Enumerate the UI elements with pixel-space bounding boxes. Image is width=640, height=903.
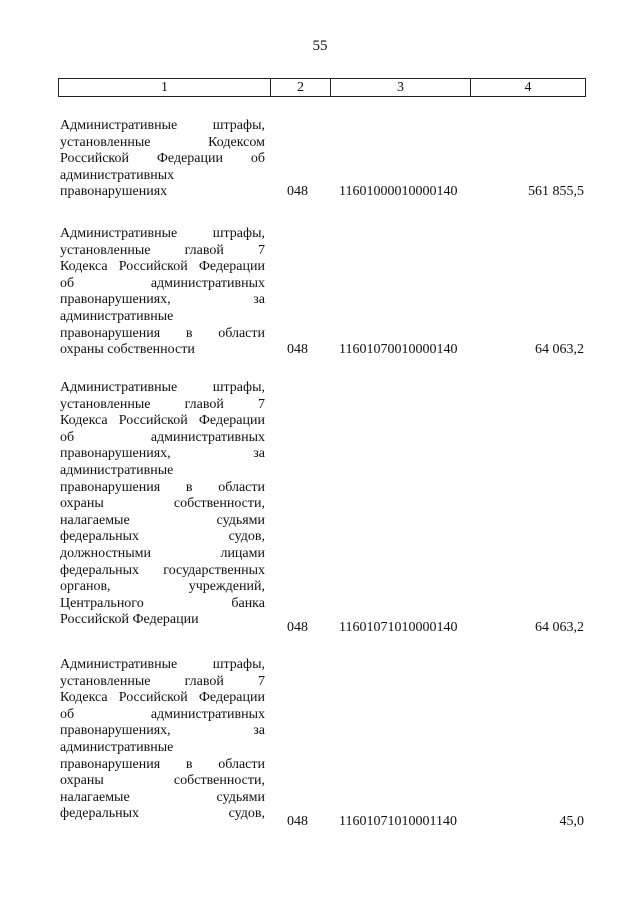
description-line: административные <box>60 462 174 478</box>
description-line: Кодекса Российской Федерации <box>60 259 265 275</box>
row-sum: 45,0 <box>559 814 584 829</box>
description-line: установленные главой 7 <box>60 673 265 689</box>
description-line: установленные Кодексом <box>60 134 265 150</box>
description-line: налагаемые судьями <box>60 512 265 528</box>
row-code: 048 <box>287 342 308 358</box>
description-line: Административные штрафы, <box>60 380 265 395</box>
description-line: федеральных судов, <box>60 529 265 545</box>
description-line: Административные штрафы, <box>60 118 265 133</box>
description-line: Кодекса Российской Федерации <box>60 413 265 429</box>
column-header-3: 3 <box>331 79 471 97</box>
description-line: правонарушениях <box>60 184 168 200</box>
description-line: об административных <box>60 429 265 445</box>
page-number: 55 <box>312 38 328 54</box>
description-line: Административные штрафы, <box>60 657 265 672</box>
description-line: об административных <box>60 275 265 291</box>
description-line: Административные штрафы, <box>60 226 265 241</box>
description-line: охраны собственности, <box>60 496 265 512</box>
description-line: должностными лицами <box>60 545 265 561</box>
row-sum: 64 063,2 <box>535 342 584 358</box>
description-line: федеральных судов, <box>60 806 265 822</box>
description-line: федеральных государственных <box>60 562 265 578</box>
column-header-row <box>59 79 586 97</box>
row-sum: 561 855,5 <box>528 184 584 200</box>
description-line: правонарушения в области <box>60 479 265 495</box>
description-line: Российской Федерации <box>60 612 199 628</box>
description-line: административных <box>60 167 175 183</box>
row-code: 048 <box>287 814 308 829</box>
description-line: Кодекса Российской Федерации <box>60 690 265 706</box>
description-line: Центрального банка <box>60 595 265 611</box>
row-kbk: 11601000010000140 <box>339 184 458 200</box>
row-kbk: 11601071010001140 <box>339 814 457 829</box>
description-line: охраны собственности <box>60 342 195 358</box>
description-line: охраны собственности, <box>60 773 265 789</box>
description-line: установленные главой 7 <box>60 242 265 258</box>
column-header-1: 1 <box>59 79 271 97</box>
row-description <box>60 380 265 629</box>
column-header-table <box>58 78 586 97</box>
row-description <box>60 226 265 359</box>
row-kbk: 11601070010000140 <box>339 342 458 358</box>
description-line: Российской Федерации об <box>60 151 265 167</box>
description-line: правонарушения в области <box>60 325 265 341</box>
description-line: административные <box>60 308 174 324</box>
row-description <box>60 657 265 823</box>
description-line: правонарушения в области <box>60 756 265 772</box>
description-line: органов, учреждений, <box>60 579 265 595</box>
row-kbk: 11601071010000140 <box>339 620 458 635</box>
description-line: об административных <box>60 706 265 722</box>
row-sum: 64 063,2 <box>535 620 584 635</box>
description-line: правонарушениях, за <box>60 723 265 739</box>
row-code: 048 <box>287 184 308 200</box>
column-header-4: 4 <box>471 79 586 97</box>
row-description <box>60 118 265 201</box>
description-line: правонарушениях, за <box>60 446 265 462</box>
row-code: 048 <box>287 620 308 635</box>
description-line: налагаемые судьями <box>60 789 265 805</box>
description-line: правонарушениях, за <box>60 292 265 308</box>
description-line: административные <box>60 739 174 755</box>
column-header-2: 2 <box>271 79 331 97</box>
description-line: установленные главой 7 <box>60 396 265 412</box>
